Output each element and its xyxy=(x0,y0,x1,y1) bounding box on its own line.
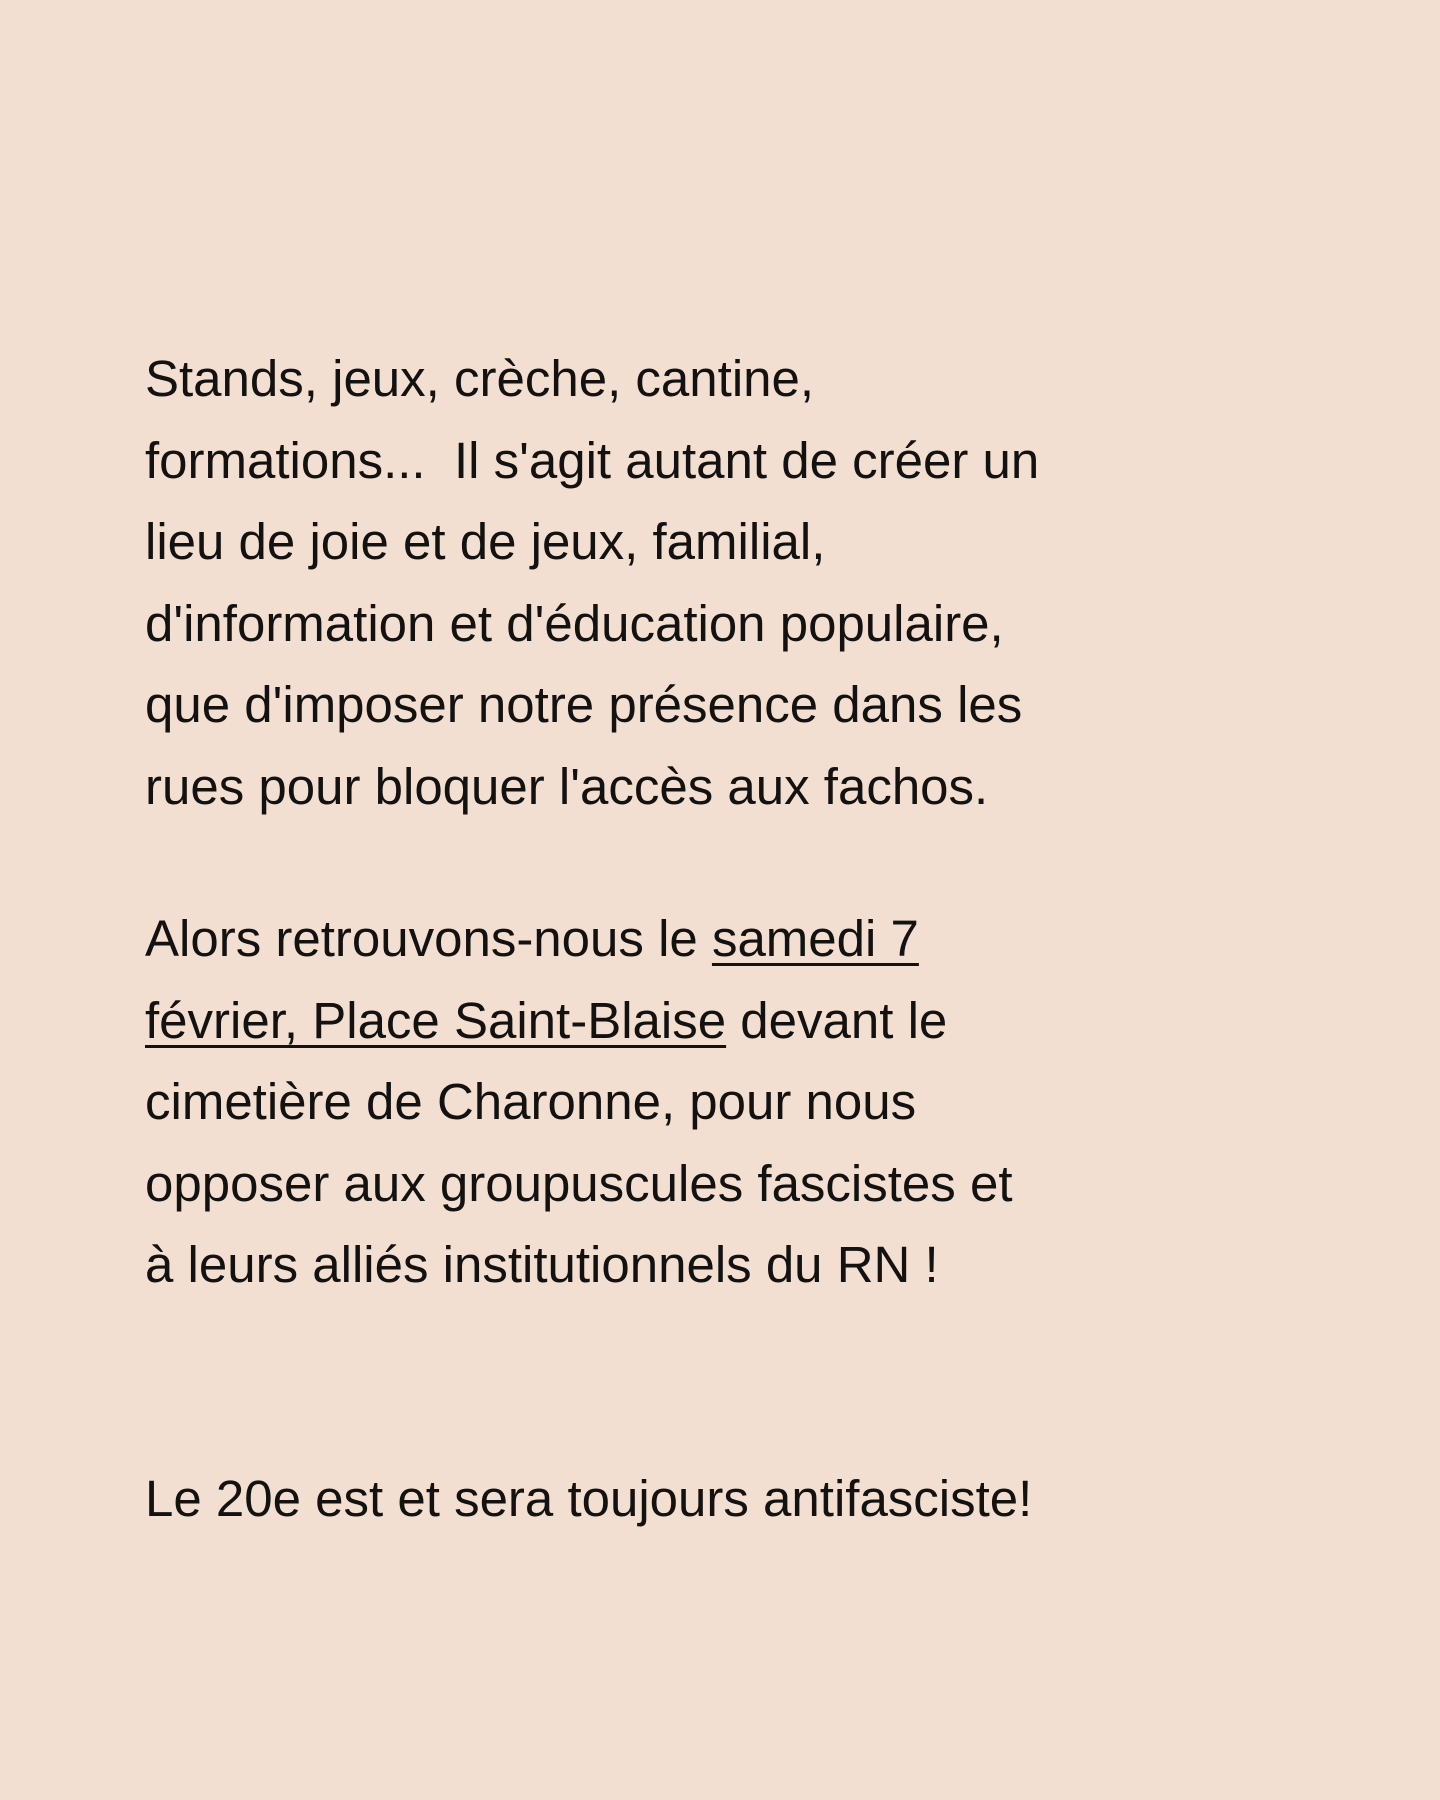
text: Alors retrouvons-nous le xyxy=(145,910,712,967)
event-date-link[interactable]: samedi 7 xyxy=(711,910,919,967)
text-line: cimetière de Charonne, pour nous xyxy=(145,1073,917,1130)
text-line xyxy=(145,898,1325,980)
paragraph-activities xyxy=(145,338,1325,827)
text: devant le xyxy=(726,991,948,1049)
closing-statement xyxy=(145,1458,1325,1540)
text-line: à leurs alliés institutionnels du RN ! xyxy=(145,1236,939,1293)
text-line: rues pour bloquer l'accès aux fachos. xyxy=(145,757,989,815)
text-line: que d'imposer notre présence dans les xyxy=(145,676,1023,733)
text-line: Stands, jeux, crèche, cantine, xyxy=(145,350,815,407)
text-line: opposer aux groupuscules fascistes et xyxy=(145,1154,1013,1212)
event-location-link[interactable]: février, Place Saint-Blaise xyxy=(145,991,727,1049)
text-line: lieu de joie et de jeux, familial, xyxy=(145,513,826,570)
paragraph-meeting xyxy=(145,898,1325,1306)
text-line: d'information et d'éducation populaire, xyxy=(145,594,1004,652)
text-line: formations... Il s'agit autant de créer un xyxy=(145,431,1040,489)
text-line xyxy=(145,980,1325,1062)
text-line: Le 20e est et sera toujours antifasciste! xyxy=(145,1470,1033,1527)
